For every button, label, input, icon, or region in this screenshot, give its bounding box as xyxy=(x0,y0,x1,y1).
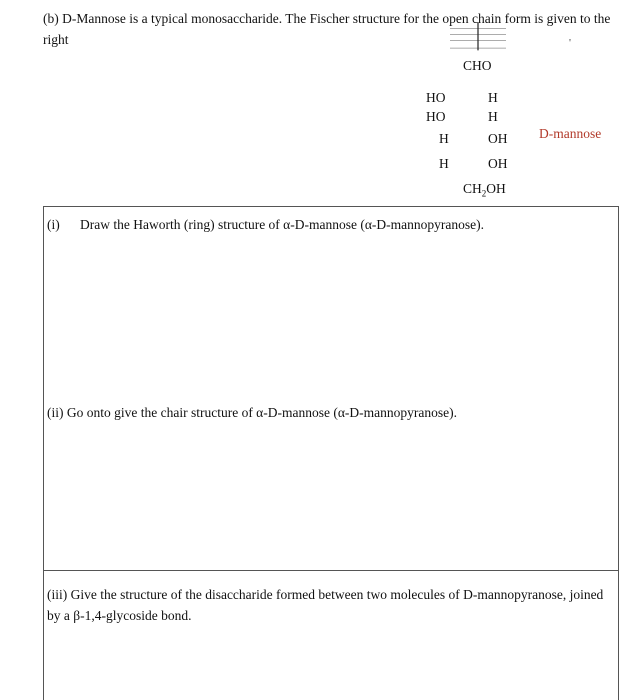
question-i-text: Draw the Haworth (ring) structure of α-D-mannose (α-D-mannopyranose). xyxy=(80,217,485,232)
fischer-row-3-right: OH xyxy=(488,131,508,146)
fischer-row-4-left: H xyxy=(439,156,449,171)
fischer-row-4-right: OH xyxy=(488,156,508,171)
question-i-number: (i) xyxy=(47,217,60,232)
fischer-row-3-left: H xyxy=(439,131,449,146)
fischer-row-1-left: HO xyxy=(426,90,446,105)
compound-name: D-mannose xyxy=(539,126,602,141)
fischer-row-1-right: H xyxy=(488,90,498,105)
question-ii: (ii) Go onto give the chair structure of α-D-mannose (α-D-mannopyranose). xyxy=(47,405,458,420)
fischer-row-2-left: HO xyxy=(426,109,446,124)
section-divider xyxy=(44,570,618,571)
intro-paragraph: (b) D-Mannose is a typical monosaccharide. The Fischer structure for the open chain form is given to the right xyxy=(43,11,611,47)
stray-mark: ' xyxy=(569,37,571,49)
fischer-row-2-right: H xyxy=(488,109,498,124)
fischer-bottom-group: $CH_2OH$ xyxy=(463,181,506,199)
question-iii: (iii) Give the structure of the disaccharide formed between two molecules of D-mannopyranose, joined by a β-1,4-glycoside bond. xyxy=(47,587,604,623)
answer-box xyxy=(43,206,619,700)
question-i xyxy=(47,214,484,235)
fischer-top-group: CHO xyxy=(463,58,492,73)
